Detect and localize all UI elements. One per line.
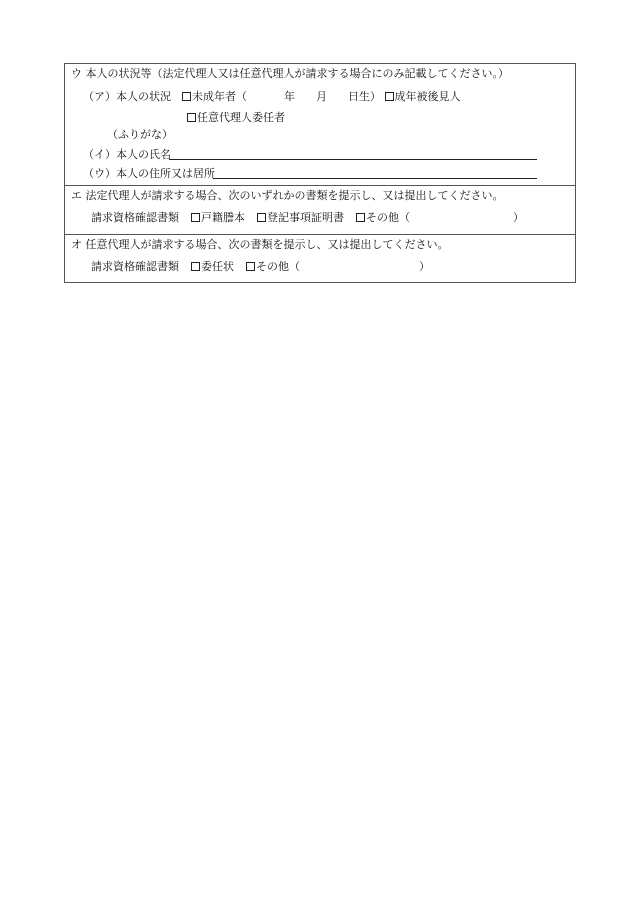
proxy-checkbox[interactable] [191,262,200,271]
name-field[interactable] [169,148,537,160]
name-label: （イ）本人の氏名 [83,148,171,161]
voluntary-docs-label: 請求資格確認書類 [91,260,179,273]
birth-year-label: 年 [284,90,295,103]
address-row [83,167,215,181]
status-label: （ア）本人の状況 [83,90,171,103]
legal-other-checkbox[interactable] [356,213,365,222]
legal-docs-row [91,211,524,225]
birth-day-label: 日生） [348,90,381,103]
adult-ward-checkbox[interactable] [385,92,394,101]
registry-checkbox[interactable] [257,213,266,222]
birth-month-label: 月 [316,90,327,103]
minor-label: 未成年者（ [192,90,247,103]
section-legal-agent [65,186,575,235]
section-u-heading: ウ 本人の状況等（法定代理人又は任意代理人が請求する場合にのみ記載してください。） [71,67,509,80]
adult-ward-label: 成年被後見人 [394,90,461,103]
voluntary-docs-row [91,260,430,274]
legal-other-close: ） [513,211,524,224]
delegator-label: 任意代理人委任者 [197,111,285,124]
koseki-checkbox[interactable] [191,213,200,222]
voluntary-other-label: その他（ [256,260,300,273]
registry-label: 登記事項証明書 [267,211,344,224]
minor-checkbox[interactable] [182,92,191,101]
request-form-table [64,63,576,283]
status-row [83,90,461,104]
proxy-label: 委任状 [201,260,234,273]
section-o-heading: オ 任意代理人が請求する場合、次の書類を提示し、又は提出してください。 [71,238,449,251]
section-principal-status [65,64,575,186]
furigana-label: （ふりがな） [107,128,173,141]
delegator-row [187,111,285,125]
legal-docs-label: 請求資格確認書類 [91,211,179,224]
voluntary-other-checkbox[interactable] [246,262,255,271]
address-field[interactable] [213,167,537,179]
address-label: （ウ）本人の住所又は居所 [83,167,215,180]
delegator-checkbox[interactable] [187,113,196,122]
legal-other-label: その他（ [366,211,410,224]
koseki-label: 戸籍謄本 [201,211,245,224]
name-row [83,148,171,162]
section-e-heading: エ 法定代理人が請求する場合、次のいずれかの書類を提示し、又は提出してください。 [71,189,504,202]
section-voluntary-agent [65,235,575,284]
voluntary-other-close: ） [419,260,430,273]
